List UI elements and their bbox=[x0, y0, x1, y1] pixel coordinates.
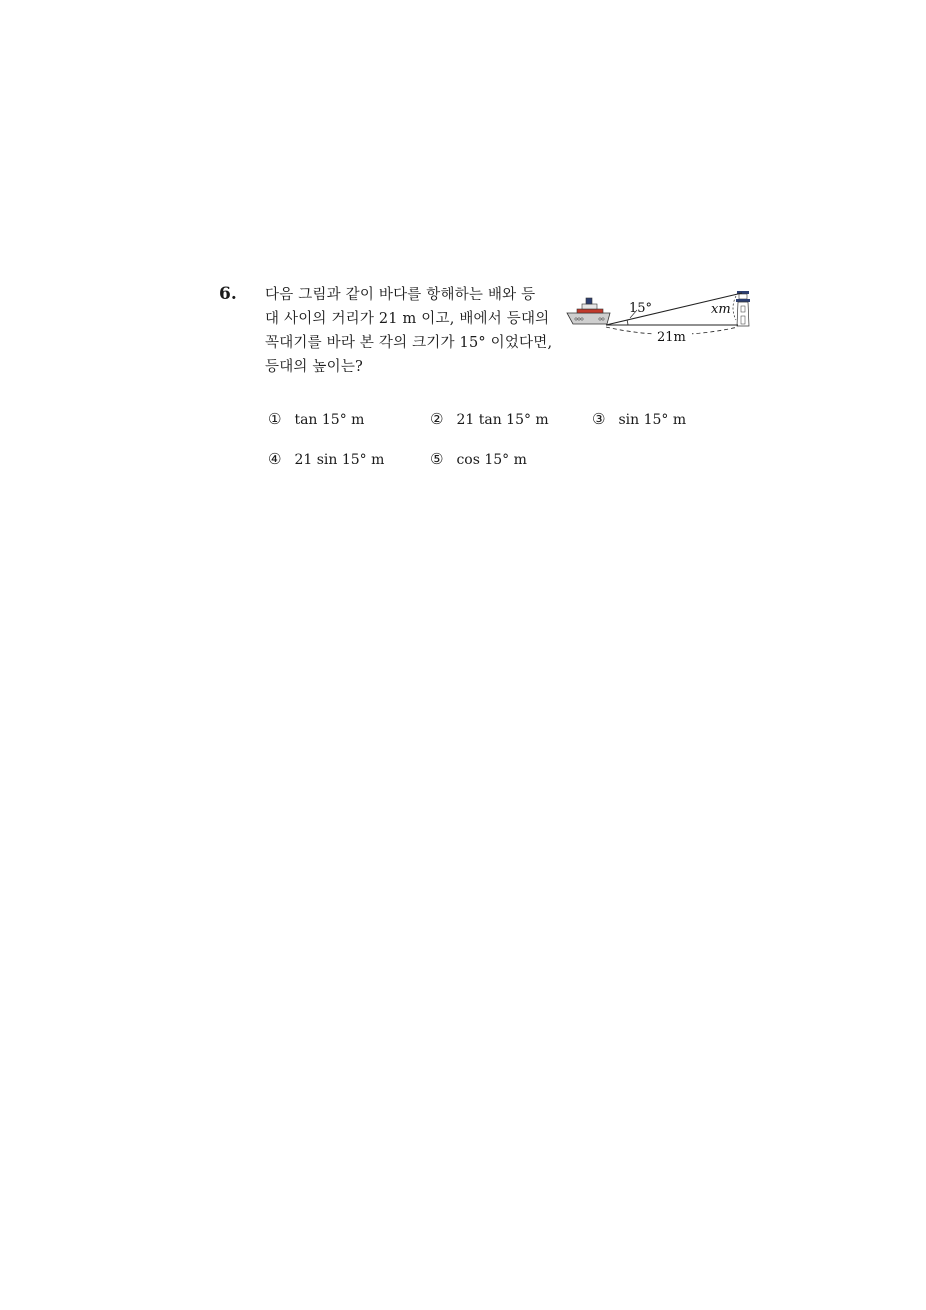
choice-text: 21 tan 15° m bbox=[456, 412, 549, 428]
question-line: 대 사이의 거리가 21 m 이고, 배에서 등대의 bbox=[265, 311, 550, 327]
angle-arc bbox=[627, 320, 628, 325]
lighthouse-icon bbox=[736, 291, 750, 326]
choice-3[interactable] bbox=[592, 410, 686, 428]
problem-6 bbox=[0, 0, 926, 520]
question-line: 꼭대기를 바라 본 각의 크기가 15° 이었다면, bbox=[265, 335, 553, 351]
question-text bbox=[265, 283, 565, 379]
ship-lighthouse-figure bbox=[562, 284, 762, 350]
choice-1[interactable] bbox=[268, 410, 364, 428]
distance-label: 21m bbox=[657, 330, 686, 345]
question-number: 6. bbox=[219, 284, 237, 304]
choice-marker: ⑤ bbox=[430, 450, 444, 468]
choice-text: sin 15° m bbox=[618, 412, 687, 428]
ship-icon bbox=[567, 298, 610, 324]
choice-marker: ④ bbox=[268, 450, 282, 468]
choice-text: cos 15° m bbox=[456, 452, 527, 468]
height-label: xm bbox=[711, 302, 731, 317]
choice-text: tan 15° m bbox=[294, 412, 365, 428]
height-bracket bbox=[733, 296, 736, 320]
choice-5[interactable] bbox=[430, 450, 527, 468]
choice-2[interactable] bbox=[430, 410, 549, 428]
answer-choices bbox=[268, 410, 738, 480]
choice-text: 21 sin 15° m bbox=[294, 452, 385, 468]
figure-svg bbox=[562, 284, 762, 350]
choice-marker: ③ bbox=[592, 410, 606, 428]
question-line: 등대의 높이는? bbox=[265, 359, 364, 375]
angle-label: 15° bbox=[629, 301, 653, 316]
choice-marker: ② bbox=[430, 410, 444, 428]
question-line: 다음 그림과 같이 바다를 항해하는 배와 등 bbox=[265, 287, 536, 303]
choice-marker: ① bbox=[268, 410, 282, 428]
choice-4[interactable] bbox=[268, 450, 384, 468]
